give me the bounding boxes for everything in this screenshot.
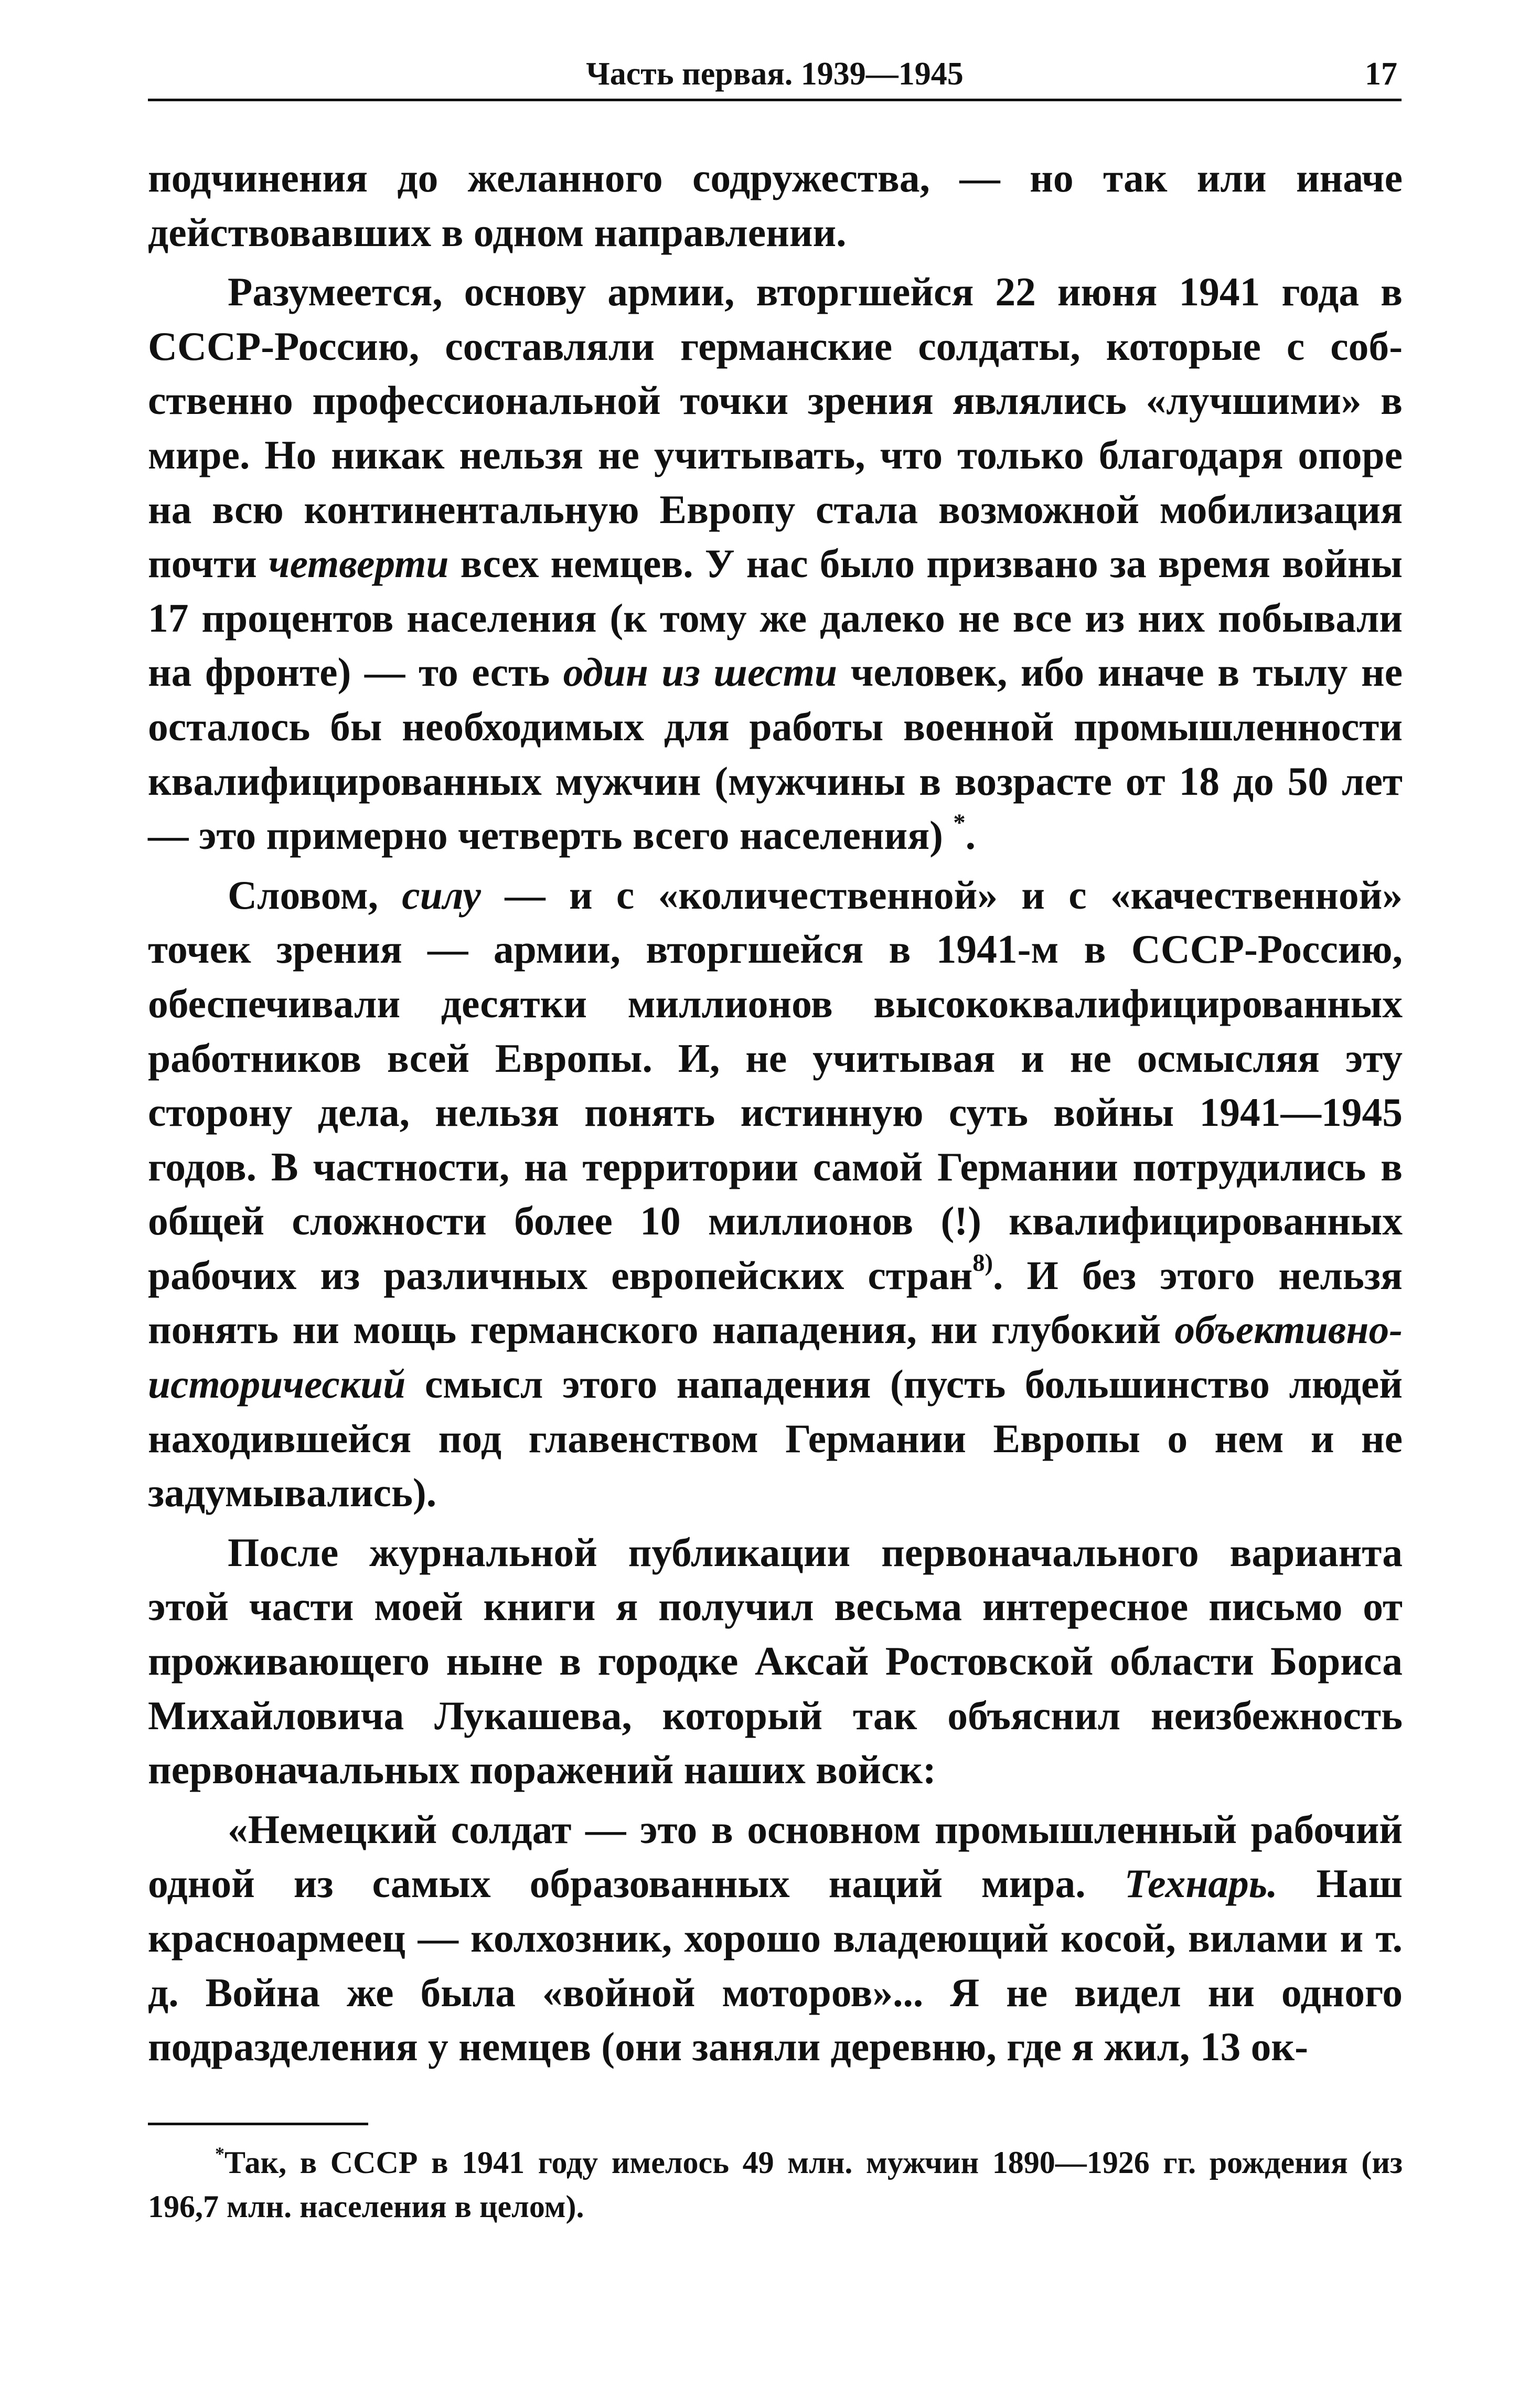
note-marker: * (215, 2143, 224, 2164)
text-run: Разумеется, основу армии, вторгшейся 22 июня 1941 года в СССР-Россию, составляли германские солдаты, которые с собственно профессиональной точки зрения являлись «лучшими» в мире. Но никак нельзя не учитывать, что только благодаря опоре на всю континентальную Европу стала возможной мобилизация почти (148, 269, 1403, 587)
text-run: «Немецкий солдат — это в основном промышленный рабочий одной из самых образованных наций мира. (148, 1806, 1403, 1907)
emphasis-text: один из шести (563, 649, 838, 695)
emphasis-text: силу (402, 872, 481, 918)
paragraph (148, 265, 1403, 863)
text-run: — и с «количественной» и с «качественной» точек зрения — армии, вторгшейся в 1941-м в СССР-Россию, обеспечивали десятки миллионов высококвалифицированных работников всей Европы. И, не учитывая и не осмысляя эту сторону дела, нельзя понять истинную суть войны 1941—1945 годов. В частности, на территории самой Германии потрудились в общей сложности более 10 миллионов (!) квалифицированных рабочих из различных европейских стран (148, 872, 1403, 1298)
note-marker: * (953, 810, 966, 837)
text-run: Словом, (228, 872, 402, 918)
emphasis-text: объективно-исторический (148, 1307, 1403, 1407)
paragraph (148, 1803, 1403, 2074)
body-text (148, 151, 1403, 2074)
text-run: всех немцев. У нас было призвано за время войны 17 процентов населения (к тому же далеко не все из них побывали на фронте) — то есть (148, 541, 1403, 695)
note-marker: 8) (972, 1250, 993, 1276)
footnote-text (148, 2140, 1403, 2229)
text-run: . И без этого нельзя понять ни мощь германского нападения, ни глубокий (148, 1252, 1403, 1352)
running-head-title: Часть первая. 1939—1945 (586, 56, 964, 92)
text-run: человек, ибо иначе в тылу не осталось бы необходимых для работы военной промышленности квалифицированных мужчин (мужчины в возрасте от 18 до 50 лет — это примерно четверть всего населения) (148, 649, 1403, 858)
running-head (148, 48, 1402, 101)
text-run: смысл этого нападения (пусть большинство людей находившейся под главенством Германии Европы о нем и не задумывались). (148, 1361, 1403, 1516)
emphasis-text: четверти (268, 541, 449, 587)
text-run: . (965, 813, 976, 858)
emphasis-text: Технарь. (1124, 1861, 1278, 1907)
footnote (148, 2140, 1403, 2229)
paragraph (148, 868, 1403, 1520)
paragraph (148, 151, 1403, 260)
text-run: Так, в СССР в 1941 году имелось 49 млн. мужчин 1890—1926 гг. рождения (из 196,7 млн. населения в целом). (148, 2145, 1403, 2224)
paragraph (148, 1526, 1403, 1797)
text-run: Наш красноармеец — колхозник, хорошо владеющий косой, вилами и т. д. Война же была «войной моторов»... Я не видел ни одного подразделения у немцев (они заняли деревню, где я жил, 13 ок- (148, 1861, 1403, 2070)
text-run: подчинения до желанного содружества, — но так или иначе действовавших в одном направлении. (148, 155, 1403, 255)
page-number: 17 (1365, 56, 1397, 92)
footnote-rule (148, 2123, 368, 2125)
text-run: После журнальной публикации первоначального варианта этой части моей книги я получил весьма интересное письмо от проживающего ныне в городке Аксай Ростовской области Бориса Михайловича Лукашева, который так объяснил неизбежность первоначальных поражений наших войск: (148, 1529, 1403, 1793)
